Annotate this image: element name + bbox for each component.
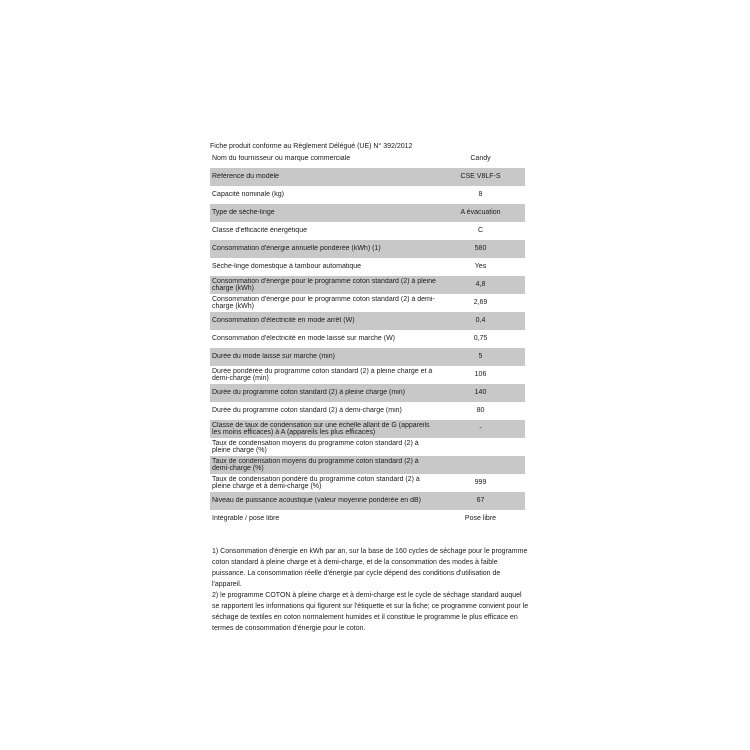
spec-value: A évacuation bbox=[460, 209, 501, 217]
spec-row bbox=[210, 420, 525, 438]
spec-label: Classe de taux de condensation sur une échelle allant de G (appareils les moins efficaces) à A (appareils les plus efficaces) bbox=[212, 421, 430, 436]
spec-row bbox=[210, 312, 525, 330]
spec-value: Pose libre bbox=[464, 515, 497, 523]
spec-row bbox=[210, 456, 525, 474]
spec-value: 0,75 bbox=[473, 335, 488, 343]
spec-label: Consommation d'énergie pour le programme coton standard (2) à pleine charge (kWh) bbox=[212, 277, 436, 292]
spec-value: - bbox=[479, 425, 482, 433]
spec-label: Référence du modèle bbox=[212, 173, 279, 181]
spec-row bbox=[210, 474, 525, 492]
spec-row bbox=[210, 204, 525, 222]
footnotes bbox=[210, 546, 530, 634]
spec-row bbox=[210, 150, 525, 168]
spec-value: 2,69 bbox=[473, 299, 488, 307]
spec-row bbox=[210, 258, 525, 276]
spec-value: Yes bbox=[474, 263, 487, 271]
spec-value: 8 bbox=[478, 191, 483, 199]
spec-label: Nom du fournisseur ou marque commerciale bbox=[212, 155, 351, 163]
spec-label: Classe d'efficacité énergétique bbox=[212, 227, 307, 235]
spec-row bbox=[210, 348, 525, 366]
spec-row bbox=[210, 384, 525, 402]
spec-value: 67 bbox=[476, 497, 485, 505]
spec-label: Taux de condensation moyens du programme coton standard (2) à pleine charge (%) bbox=[212, 439, 419, 454]
spec-value: 4,8 bbox=[475, 281, 486, 289]
spec-row bbox=[210, 294, 525, 312]
spec-label: Taux de condensation pondéré du programme coton standard (2) à pleine charge et à demi-charge (%) bbox=[212, 475, 420, 490]
spec-label: Type de sèche-linge bbox=[212, 209, 275, 217]
spec-label: Sèche-linge domestique à tambour automatique bbox=[212, 263, 362, 271]
footnote-1: 1) Consommation d'énergie en kWh par an, sur la base de 160 cycles de séchage pour le programme coton standard à pleine charge et à demi-charge, et de la consommation des modes à faible puissance. La consommation réelle d'énergie par cycle dépend des conditions d'utilisation de l'appareil. bbox=[212, 548, 528, 588]
spec-value: 580 bbox=[474, 245, 487, 253]
spec-row bbox=[210, 492, 525, 510]
spec-value: C bbox=[477, 227, 484, 235]
spec-row bbox=[210, 330, 525, 348]
spec-value: 106 bbox=[474, 371, 487, 379]
spec-value: 0,4 bbox=[475, 317, 486, 325]
spec-value: 999 bbox=[474, 479, 487, 487]
spec-label: Consommation d'électricité en mode laissé sur marche (W) bbox=[212, 335, 396, 343]
spec-row bbox=[210, 510, 525, 528]
spec-row bbox=[210, 168, 525, 186]
spec-label: Intégrable / pose libre bbox=[212, 515, 280, 523]
spec-label: Taux de condensation moyens du programme coton standard (2) à demi-charge (%) bbox=[212, 457, 419, 472]
document-title: Fiche produit conforme au Règlement Délégué (UE) N° 392/2012 bbox=[210, 143, 413, 150]
spec-row bbox=[210, 186, 525, 204]
spec-value: 5 bbox=[478, 353, 483, 361]
spec-row bbox=[210, 438, 525, 456]
spec-row bbox=[210, 366, 525, 384]
spec-label: Consommation d'énergie annuelle pondérée (kWh) (1) bbox=[212, 245, 381, 253]
spec-row bbox=[210, 276, 525, 294]
footnote-2: 2) le programme COTON à pleine charge et à demi-charge est le cycle de séchage standard auquel se rapportent les informations qui figurent sur l'étiquette et sur la fiche; ce programme convient pour le séchage de textiles en coton normalement humides et il constitue le programme le plus efficace en termes de consommation d'énergie pour le coton. bbox=[212, 592, 529, 632]
spec-label: Durée du programme coton standard (2) à pleine charge (min) bbox=[212, 389, 405, 397]
spec-value: Candy bbox=[470, 155, 491, 163]
spec-label: Consommation d'énergie pour le programme coton standard (2) à demi-charge (kWh) bbox=[212, 295, 435, 310]
spec-table bbox=[210, 150, 525, 528]
spec-label: Durée pondérée du programme coton standard (2) à pleine charge et à demi-charge (min) bbox=[212, 367, 433, 382]
spec-row bbox=[210, 402, 525, 420]
spec-row bbox=[210, 222, 525, 240]
spec-label: Durée du programme coton standard (2) à demi-charge (min) bbox=[212, 407, 402, 415]
spec-value: 140 bbox=[474, 389, 487, 397]
spec-value: CSE V8LF-S bbox=[460, 173, 501, 181]
spec-label: Capacité nominale (kg) bbox=[212, 191, 284, 199]
spec-label: Niveau de puissance acoustique (valeur moyenne pondérée en dB) bbox=[212, 497, 421, 505]
spec-value: 80 bbox=[476, 407, 485, 415]
spec-label: Durée du mode laissé sur marche (min) bbox=[212, 353, 335, 361]
spec-row bbox=[210, 240, 525, 258]
product-fiche bbox=[210, 138, 529, 634]
spec-label: Consommation d'électricité en mode arrêt (W) bbox=[212, 317, 355, 325]
